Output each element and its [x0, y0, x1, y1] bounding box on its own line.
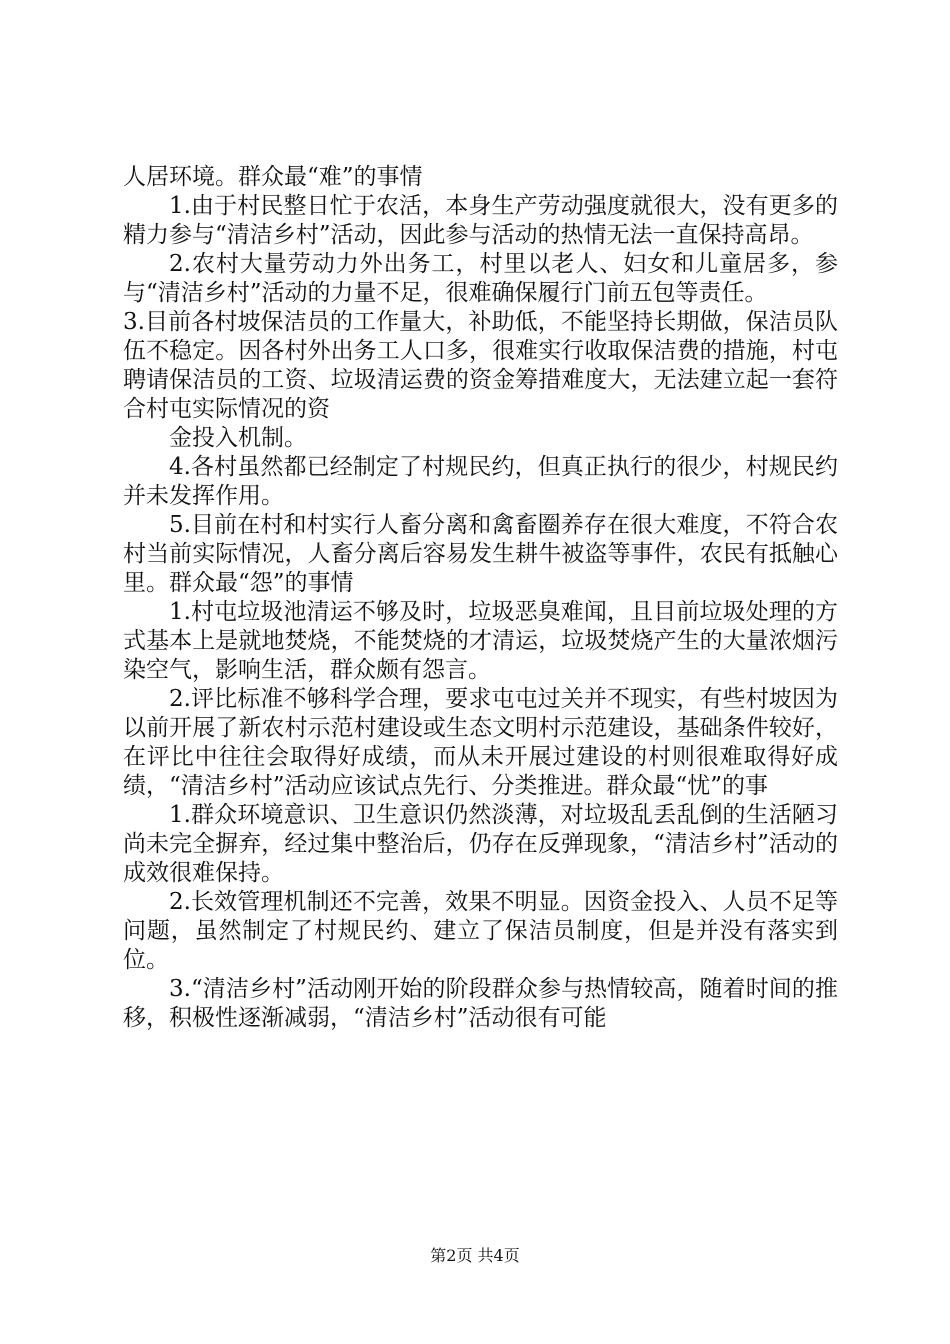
paragraph: 2.长效管理机制还不完善，效果不明显。因资金投入、人员不足等问题，虽然制定了村规民约、建立了保洁员制度，但是并没有落实到位。 — [123, 889, 838, 973]
paragraph: 2.农村大量劳动力外出务工，村里以老人、妇女和儿童居多，参与“清洁乡村”活动的力量不足，很难确保履行门前五包等责任。 — [123, 251, 838, 306]
paragraph: 3.目前各村坡保洁员的工作量大，补助低，不能坚持长期做，保洁员队伍不稳定。因各村外出务工人口多，很难实行收取保洁费的措施，村屯聘请保洁员的工资、垃圾清运费的资金筹措难度大，无法建立起一套符合村屯实际情况的资 — [123, 309, 838, 422]
paragraph: 5.目前在村和村实行人畜分离和禽畜圈养存在很大难度，不符合农村当前实际情况，人畜分离后容易发生耕牛被盗等事件，农民有抵触心里。群众最“怨”的事情 — [123, 512, 838, 596]
paragraph: 2.评比标准不够科学合理，要求屯屯过关并不现实，有些村坡因为以前开展了新农村示范村建设或生态文明村示范建设，基础条件较好，在评比中往往会取得好成绩，而从未开展过建设的村则很难取得好成绩，“清洁乡村”活动应该试点先行、分类推进。群众最“忧”的事 — [123, 686, 838, 799]
document-body — [123, 163, 838, 1033]
paragraph: 4.各村虽然都已经制定了村规民约，但真正执行的很少，村规民约并未发挥作用。 — [123, 454, 838, 509]
paragraph: 1.由于村民整日忙于农活，本身生产劳动强度就很大，没有更多的精力参与“清洁乡村”活动，因此参与活动的热情无法一直保持高昂。 — [123, 193, 838, 248]
page-footer — [0, 1245, 950, 1267]
paragraph: 1.群众环境意识、卫生意识仍然淡薄，对垃圾乱丢乱倒的生活陋习尚未完全摒弃，经过集中整治后，仍存在反弹现象，“清洁乡村”活动的成效很难保持。 — [123, 802, 838, 886]
paragraph: 人居环境。群众最“难”的事情 — [123, 164, 423, 190]
paragraph: 金投入机制。 — [169, 425, 307, 451]
paragraph: 3.“清洁乡村”活动刚开始的阶段群众参与热情较高，随着时间的推移，积极性逐渐减弱，“清洁乡村”活动很有可能 — [123, 976, 838, 1031]
paragraph: 1.村屯垃圾池清运不够及时，垃圾恶臭难闻，且目前垃圾处理的方式基本上是就地焚烧，不能焚烧的才清运，垃圾焚烧产生的大量浓烟污染空气，影响生活，群众颇有怨言。 — [123, 599, 838, 683]
page-number: 第2页 共4页 — [430, 1246, 520, 1265]
